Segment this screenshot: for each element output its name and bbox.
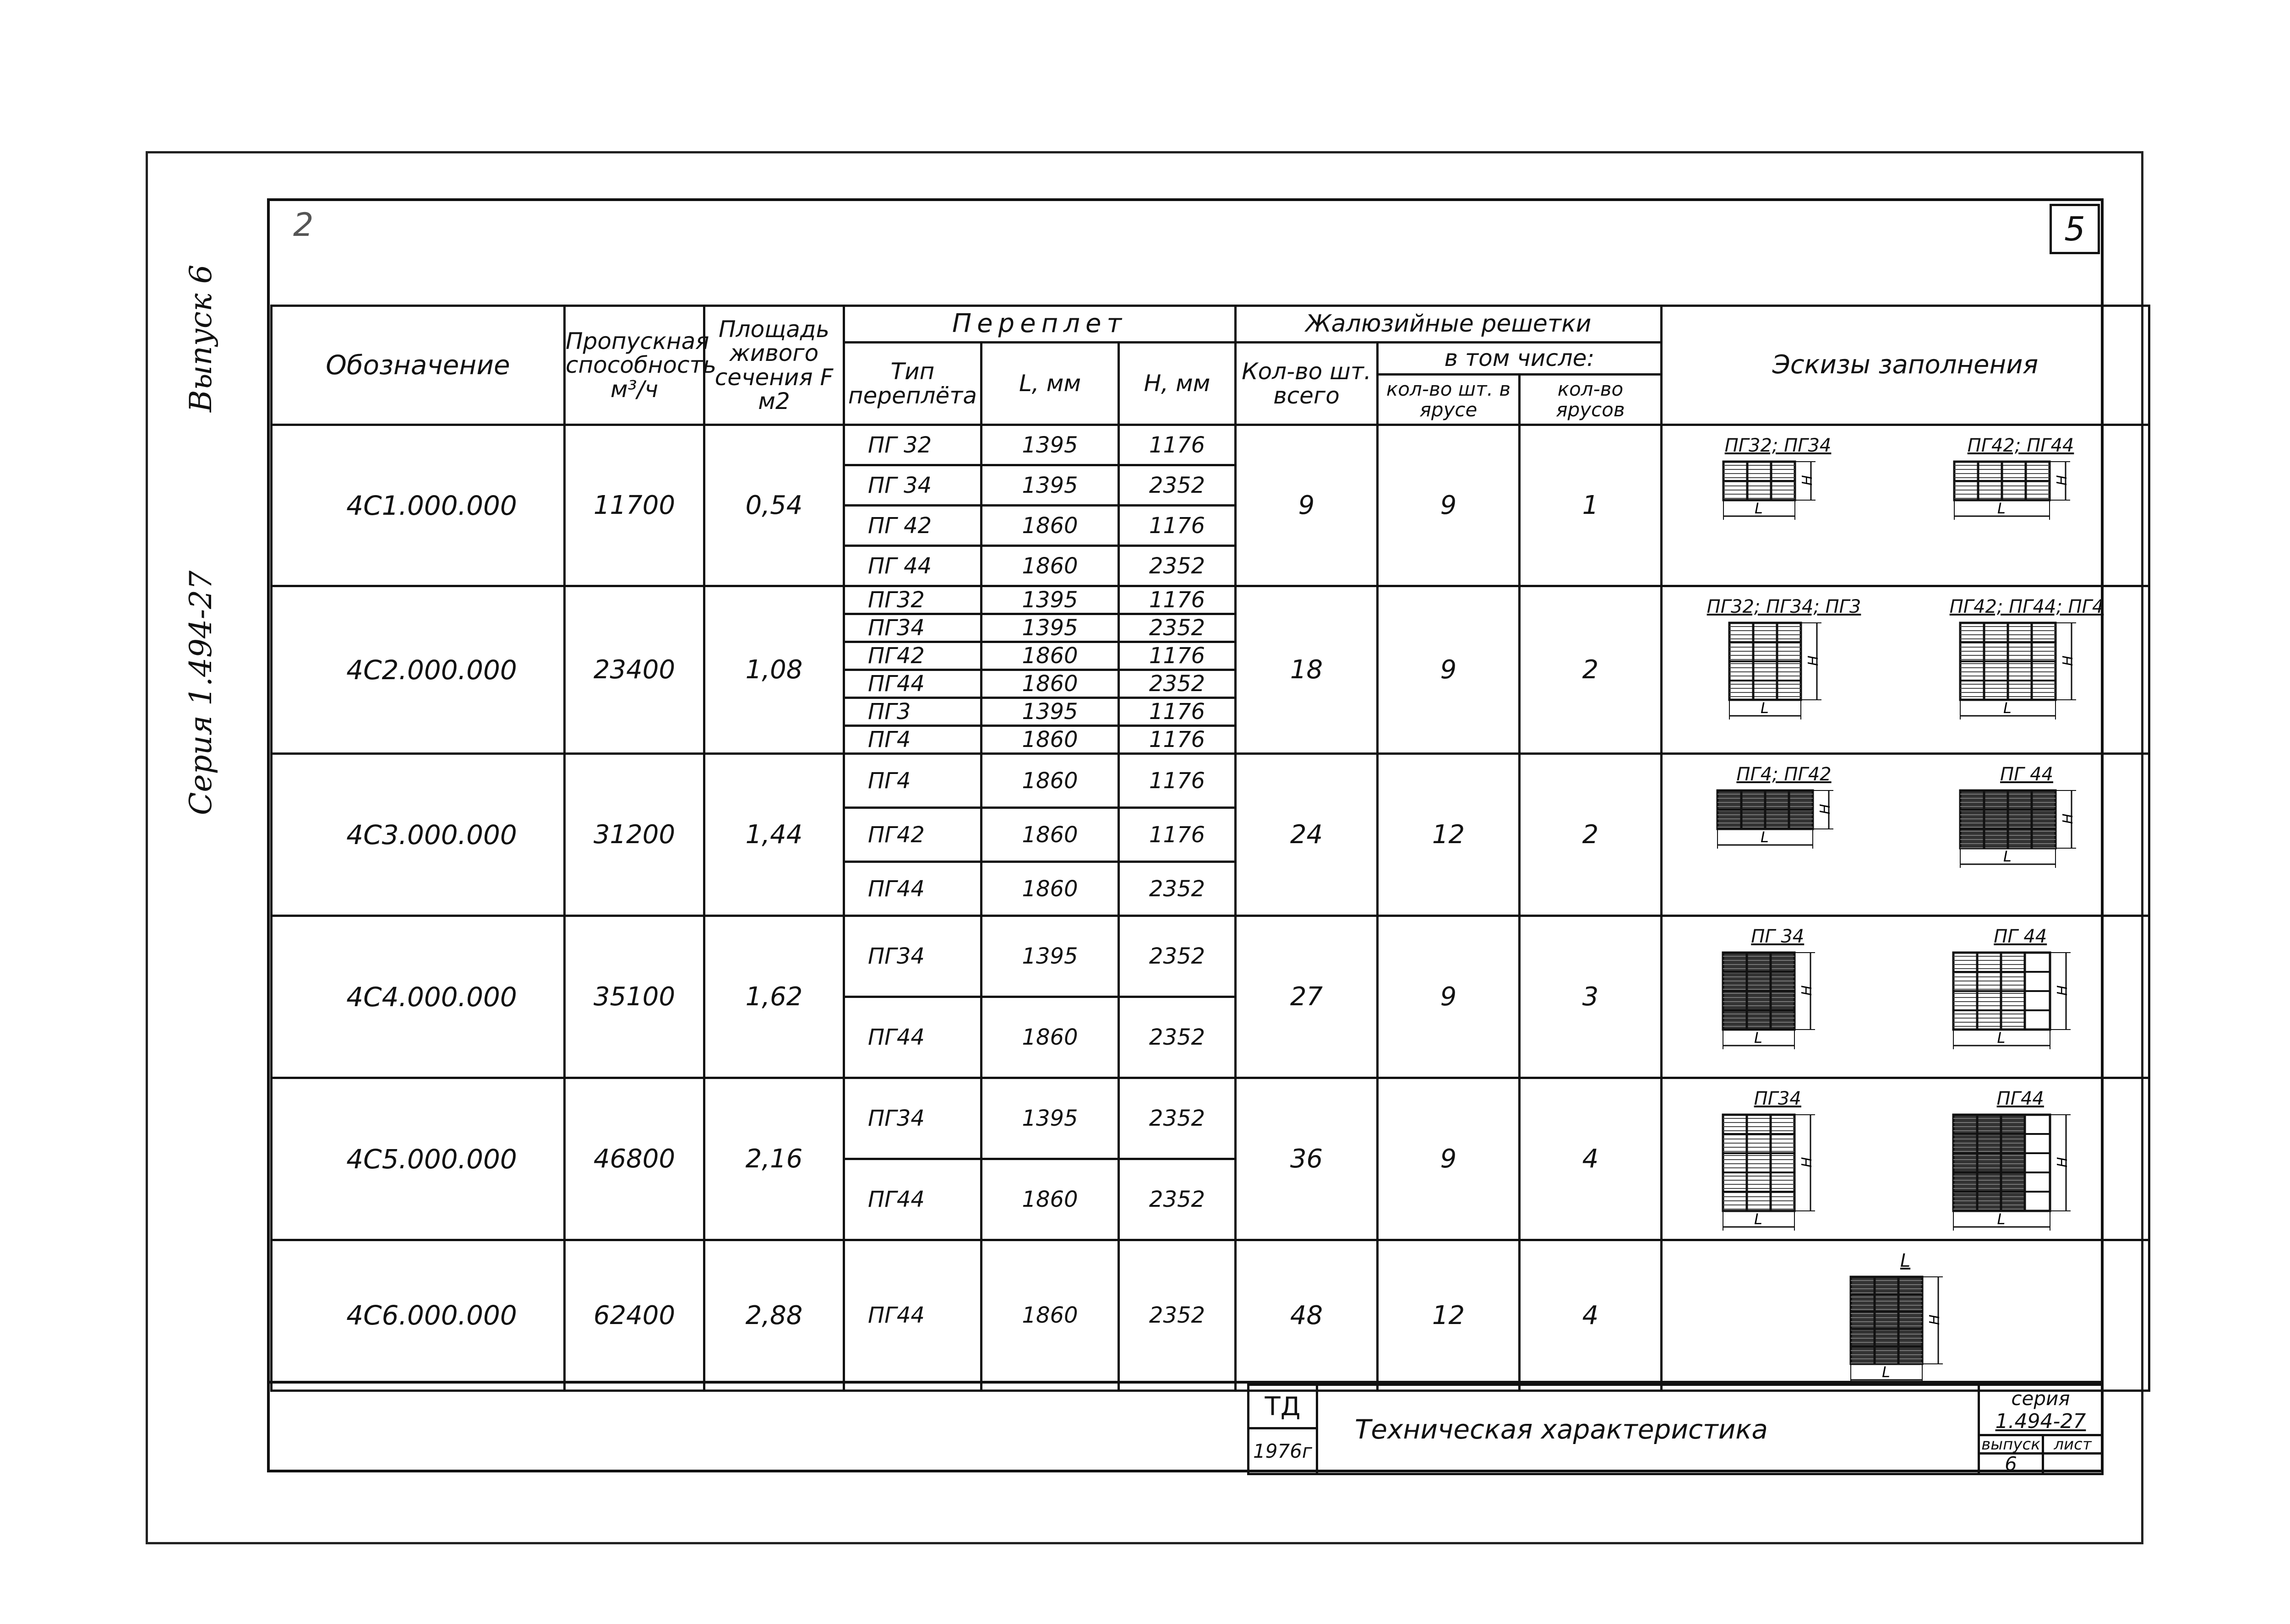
binding-H: 2352 — [1119, 546, 1236, 586]
binding-H: 1176 — [1119, 425, 1236, 465]
louver-total: 24 — [1236, 754, 1378, 916]
header-H: H, мм — [1119, 343, 1236, 425]
corner-mark: 2 — [293, 206, 314, 244]
sketch-drawing — [1952, 1113, 2089, 1237]
row-area: 1,62 — [704, 916, 844, 1078]
binding-H: 2352 — [1119, 670, 1236, 698]
table-row — [272, 916, 2149, 997]
binding-L: 1395 — [981, 586, 1119, 614]
binding-type: ПГ 32 — [844, 425, 981, 465]
svg-text:H: H — [2054, 985, 2071, 996]
stamp-series-label: серия — [1978, 1384, 2104, 1411]
row-capacity: 31200 — [565, 754, 704, 916]
binding-L: 1395 — [981, 614, 1119, 642]
header-type: Тип переплёта — [844, 343, 981, 425]
louver-total: 36 — [1236, 1078, 1378, 1240]
row-capacity: 62400 — [565, 1240, 704, 1391]
binding-L: 1860 — [981, 997, 1119, 1078]
svg-text:H: H — [1799, 1157, 1816, 1167]
sketch-cell — [1662, 754, 2149, 916]
binding-type: ПГ34 — [844, 916, 981, 997]
louver-tiers: 2 — [1520, 586, 1662, 754]
row-capacity: 23400 — [565, 586, 704, 754]
sketch-title: ПГ32; ПГ34 — [1724, 435, 1832, 456]
header-including: в том числе: — [1378, 343, 1662, 375]
louver-per-tier: 9 — [1378, 586, 1520, 754]
svg-text:L: L — [1761, 828, 1769, 846]
binding-H: 1176 — [1119, 506, 1236, 546]
binding-type: ПГ 34 — [844, 465, 981, 506]
sketch-title: ПГ32; ПГ34; ПГ3 — [1707, 596, 1861, 617]
sketch-title: ПГ34 — [1754, 1088, 1801, 1109]
binding-type: ПГ4 — [844, 726, 981, 754]
binding-L: 1860 — [981, 726, 1119, 754]
header-L: L, мм — [981, 343, 1119, 425]
stamp-title: Техническая характеристика — [1316, 1384, 1980, 1475]
series-side-label: Серия 1.494-27 — [183, 570, 218, 815]
louver-total: 27 — [1236, 916, 1378, 1078]
sketch-drawing — [1952, 951, 2089, 1055]
binding-L: 1860 — [981, 862, 1119, 916]
svg-text:L: L — [2003, 848, 2012, 865]
louver-per-tier: 9 — [1378, 916, 1520, 1078]
binding-type: ПГ3 — [844, 698, 981, 726]
row-designation: 4С6.000.000 — [272, 1240, 565, 1391]
binding-H: 2352 — [1119, 614, 1236, 642]
row-area: 2,88 — [704, 1240, 844, 1391]
louver-tiers: 2 — [1520, 754, 1662, 916]
table-row — [272, 1240, 2149, 1391]
svg-text:L: L — [1754, 1210, 1763, 1228]
binding-L: 1860 — [981, 506, 1119, 546]
row-area: 1,44 — [704, 754, 844, 916]
row-capacity: 46800 — [565, 1078, 704, 1240]
sketch-cell — [1662, 1240, 2149, 1391]
binding-H: 2352 — [1119, 465, 1236, 506]
sheet-number: 5 — [2050, 204, 2100, 254]
stamp-year: 1976г — [1247, 1427, 1318, 1475]
issue-side-label: Выпуск 6 — [183, 264, 218, 412]
louver-per-tier: 12 — [1378, 754, 1520, 916]
binding-H: 2352 — [1119, 1159, 1236, 1240]
sketch-title: ПГ 34 — [1751, 926, 1805, 947]
fill-sketch — [1958, 764, 2095, 874]
binding-type: ПГ34 — [844, 614, 981, 642]
svg-text:H: H — [1927, 1314, 1943, 1325]
fill-sketch — [1950, 596, 2104, 725]
binding-H: 2352 — [1119, 1240, 1236, 1391]
svg-text:H: H — [2054, 475, 2070, 485]
sketch-drawing — [1728, 621, 1840, 725]
header-designation: Обозначение — [272, 306, 565, 425]
row-area: 0,54 — [704, 425, 844, 586]
binding-type: ПГ 42 — [844, 506, 981, 546]
row-area: 2,16 — [704, 1078, 844, 1240]
stamp-sheet-label: лист — [2042, 1434, 2104, 1455]
louver-per-tier: 9 — [1378, 1078, 1520, 1240]
sketch-drawing — [1721, 951, 1834, 1055]
header-area: Площадь живого сечения F м2 — [704, 306, 844, 425]
svg-text:L: L — [1997, 1210, 2006, 1228]
binding-L: 1860 — [981, 1159, 1119, 1240]
title-block — [267, 1381, 2104, 1475]
row-designation: 4С3.000.000 — [272, 754, 565, 916]
svg-text:L: L — [1997, 500, 2006, 517]
binding-type: ПГ42 — [844, 642, 981, 670]
svg-text:L: L — [1755, 500, 1763, 517]
binding-L: 1395 — [981, 698, 1119, 726]
svg-text:H: H — [1817, 804, 1833, 814]
binding-type: ПГ44 — [844, 1240, 981, 1391]
binding-H: 2352 — [1119, 916, 1236, 997]
svg-text:L: L — [1997, 1029, 2006, 1046]
sketch-drawing — [1952, 460, 2089, 526]
binding-type: ПГ34 — [844, 1078, 981, 1159]
fill-sketch — [1952, 435, 2089, 526]
fill-sketch — [1721, 926, 1834, 1055]
header-louver: Жалюзийные решетки — [1236, 306, 1662, 343]
binding-H: 1176 — [1119, 808, 1236, 862]
binding-H: 1176 — [1119, 726, 1236, 754]
sketch-drawing — [1721, 1113, 1834, 1237]
binding-type: ПГ44 — [844, 862, 981, 916]
sketch-cell — [1662, 586, 2149, 754]
svg-text:H: H — [1805, 655, 1821, 666]
header-per-tier: кол-во шт. в ярусе — [1378, 375, 1520, 425]
binding-type: ПГ44 — [844, 997, 981, 1078]
fill-sketch — [1722, 435, 1834, 526]
fill-sketch — [1716, 764, 1852, 874]
sketch-title: ПГ 44 — [1994, 926, 2047, 947]
stamp-issue: 6 — [1978, 1452, 2044, 1475]
binding-L: 1395 — [981, 465, 1119, 506]
table-row — [272, 1078, 2149, 1159]
svg-text:L: L — [1882, 1363, 1890, 1381]
binding-L: 1860 — [981, 642, 1119, 670]
louver-total: 18 — [1236, 586, 1378, 754]
technical-table — [270, 305, 2150, 1392]
sketch-title: ПГ4; ПГ42 — [1736, 764, 1832, 785]
binding-type: ПГ32 — [844, 586, 981, 614]
binding-L: 1395 — [981, 425, 1119, 465]
fill-sketch — [1849, 1250, 1962, 1390]
binding-type: ПГ42 — [844, 808, 981, 862]
binding-H: 1176 — [1119, 754, 1236, 808]
binding-L: 1860 — [981, 546, 1119, 586]
stamp-org: ТД — [1247, 1384, 1318, 1429]
louver-total: 9 — [1236, 425, 1378, 586]
fill-sketch — [1952, 1088, 2089, 1237]
binding-H: 2352 — [1119, 997, 1236, 1078]
louver-tiers: 4 — [1520, 1240, 1662, 1391]
binding-H: 1176 — [1119, 642, 1236, 670]
binding-L: 1860 — [981, 754, 1119, 808]
row-capacity: 35100 — [565, 916, 704, 1078]
sketch-title: ПГ 44 — [2000, 764, 2053, 785]
binding-type: ПГ44 — [844, 1159, 981, 1240]
binding-L: 1860 — [981, 1240, 1119, 1391]
svg-text:H: H — [2054, 1157, 2071, 1167]
table-row — [272, 586, 2149, 614]
fill-sketch — [1707, 596, 1861, 725]
binding-L: 1395 — [981, 1078, 1119, 1159]
svg-text:L: L — [1761, 699, 1769, 717]
sketch-title: ПГ42; ПГ44 — [1967, 435, 2074, 456]
table-row — [272, 754, 2149, 808]
table-row — [272, 425, 2149, 465]
svg-text:L: L — [2003, 699, 2012, 717]
svg-text:H: H — [1799, 985, 1816, 996]
louver-tiers: 4 — [1520, 1078, 1662, 1240]
stamp-issue-label: выпуск — [1978, 1434, 2044, 1455]
svg-text:H: H — [2060, 655, 2076, 666]
header-capacity: Пропускная способность м³/ч — [565, 306, 704, 425]
svg-text:H: H — [2060, 813, 2076, 824]
sketch-drawing — [1849, 1275, 1962, 1390]
svg-text:H: H — [1799, 475, 1816, 485]
header-total: Кол-во шт. всего — [1236, 343, 1378, 425]
sketch-cell — [1662, 916, 2149, 1078]
fill-sketch — [1721, 1088, 1834, 1237]
sketch-drawing — [1958, 789, 2095, 874]
sketch-cell — [1662, 1078, 2149, 1240]
header-tiers: кол-во ярусов — [1520, 375, 1662, 425]
sketch-title: ПГ44 — [1996, 1088, 2044, 1109]
sketch-drawing — [1722, 460, 1834, 526]
row-designation: 4С1.000.000 — [272, 425, 565, 586]
svg-text:L: L — [1754, 1029, 1763, 1046]
binding-type: ПГ 44 — [844, 546, 981, 586]
sketch-title: L — [1900, 1250, 1911, 1271]
row-designation: 4С4.000.000 — [272, 916, 565, 1078]
row-designation: 4С5.000.000 — [272, 1078, 565, 1240]
binding-type: ПГ44 — [844, 670, 981, 698]
binding-L: 1860 — [981, 670, 1119, 698]
stamp-series: 1.494-27 — [1978, 1409, 2104, 1436]
binding-H: 2352 — [1119, 1078, 1236, 1159]
louver-total: 48 — [1236, 1240, 1378, 1391]
binding-L: 1860 — [981, 808, 1119, 862]
row-capacity: 11700 — [565, 425, 704, 586]
row-area: 1,08 — [704, 586, 844, 754]
fill-sketch — [1952, 926, 2089, 1055]
louver-tiers: 1 — [1520, 425, 1662, 586]
binding-type: ПГ4 — [844, 754, 981, 808]
row-designation: 4С2.000.000 — [272, 586, 565, 754]
louver-per-tier: 12 — [1378, 1240, 1520, 1391]
sketch-cell — [1662, 425, 2149, 586]
sketch-drawing — [1958, 621, 2095, 725]
sketch-drawing — [1716, 789, 1852, 855]
binding-H: 2352 — [1119, 862, 1236, 916]
header-binding: Переплет — [844, 306, 1236, 343]
louver-tiers: 3 — [1520, 916, 1662, 1078]
sketch-title: ПГ42; ПГ44; ПГ4 — [1949, 596, 2104, 617]
binding-L: 1395 — [981, 916, 1119, 997]
binding-H: 1176 — [1119, 586, 1236, 614]
louver-per-tier: 9 — [1378, 425, 1520, 586]
header-sketches: Эскизы заполнения — [1662, 306, 2149, 425]
binding-H: 1176 — [1119, 698, 1236, 726]
stamp-sheet — [2042, 1452, 2104, 1475]
